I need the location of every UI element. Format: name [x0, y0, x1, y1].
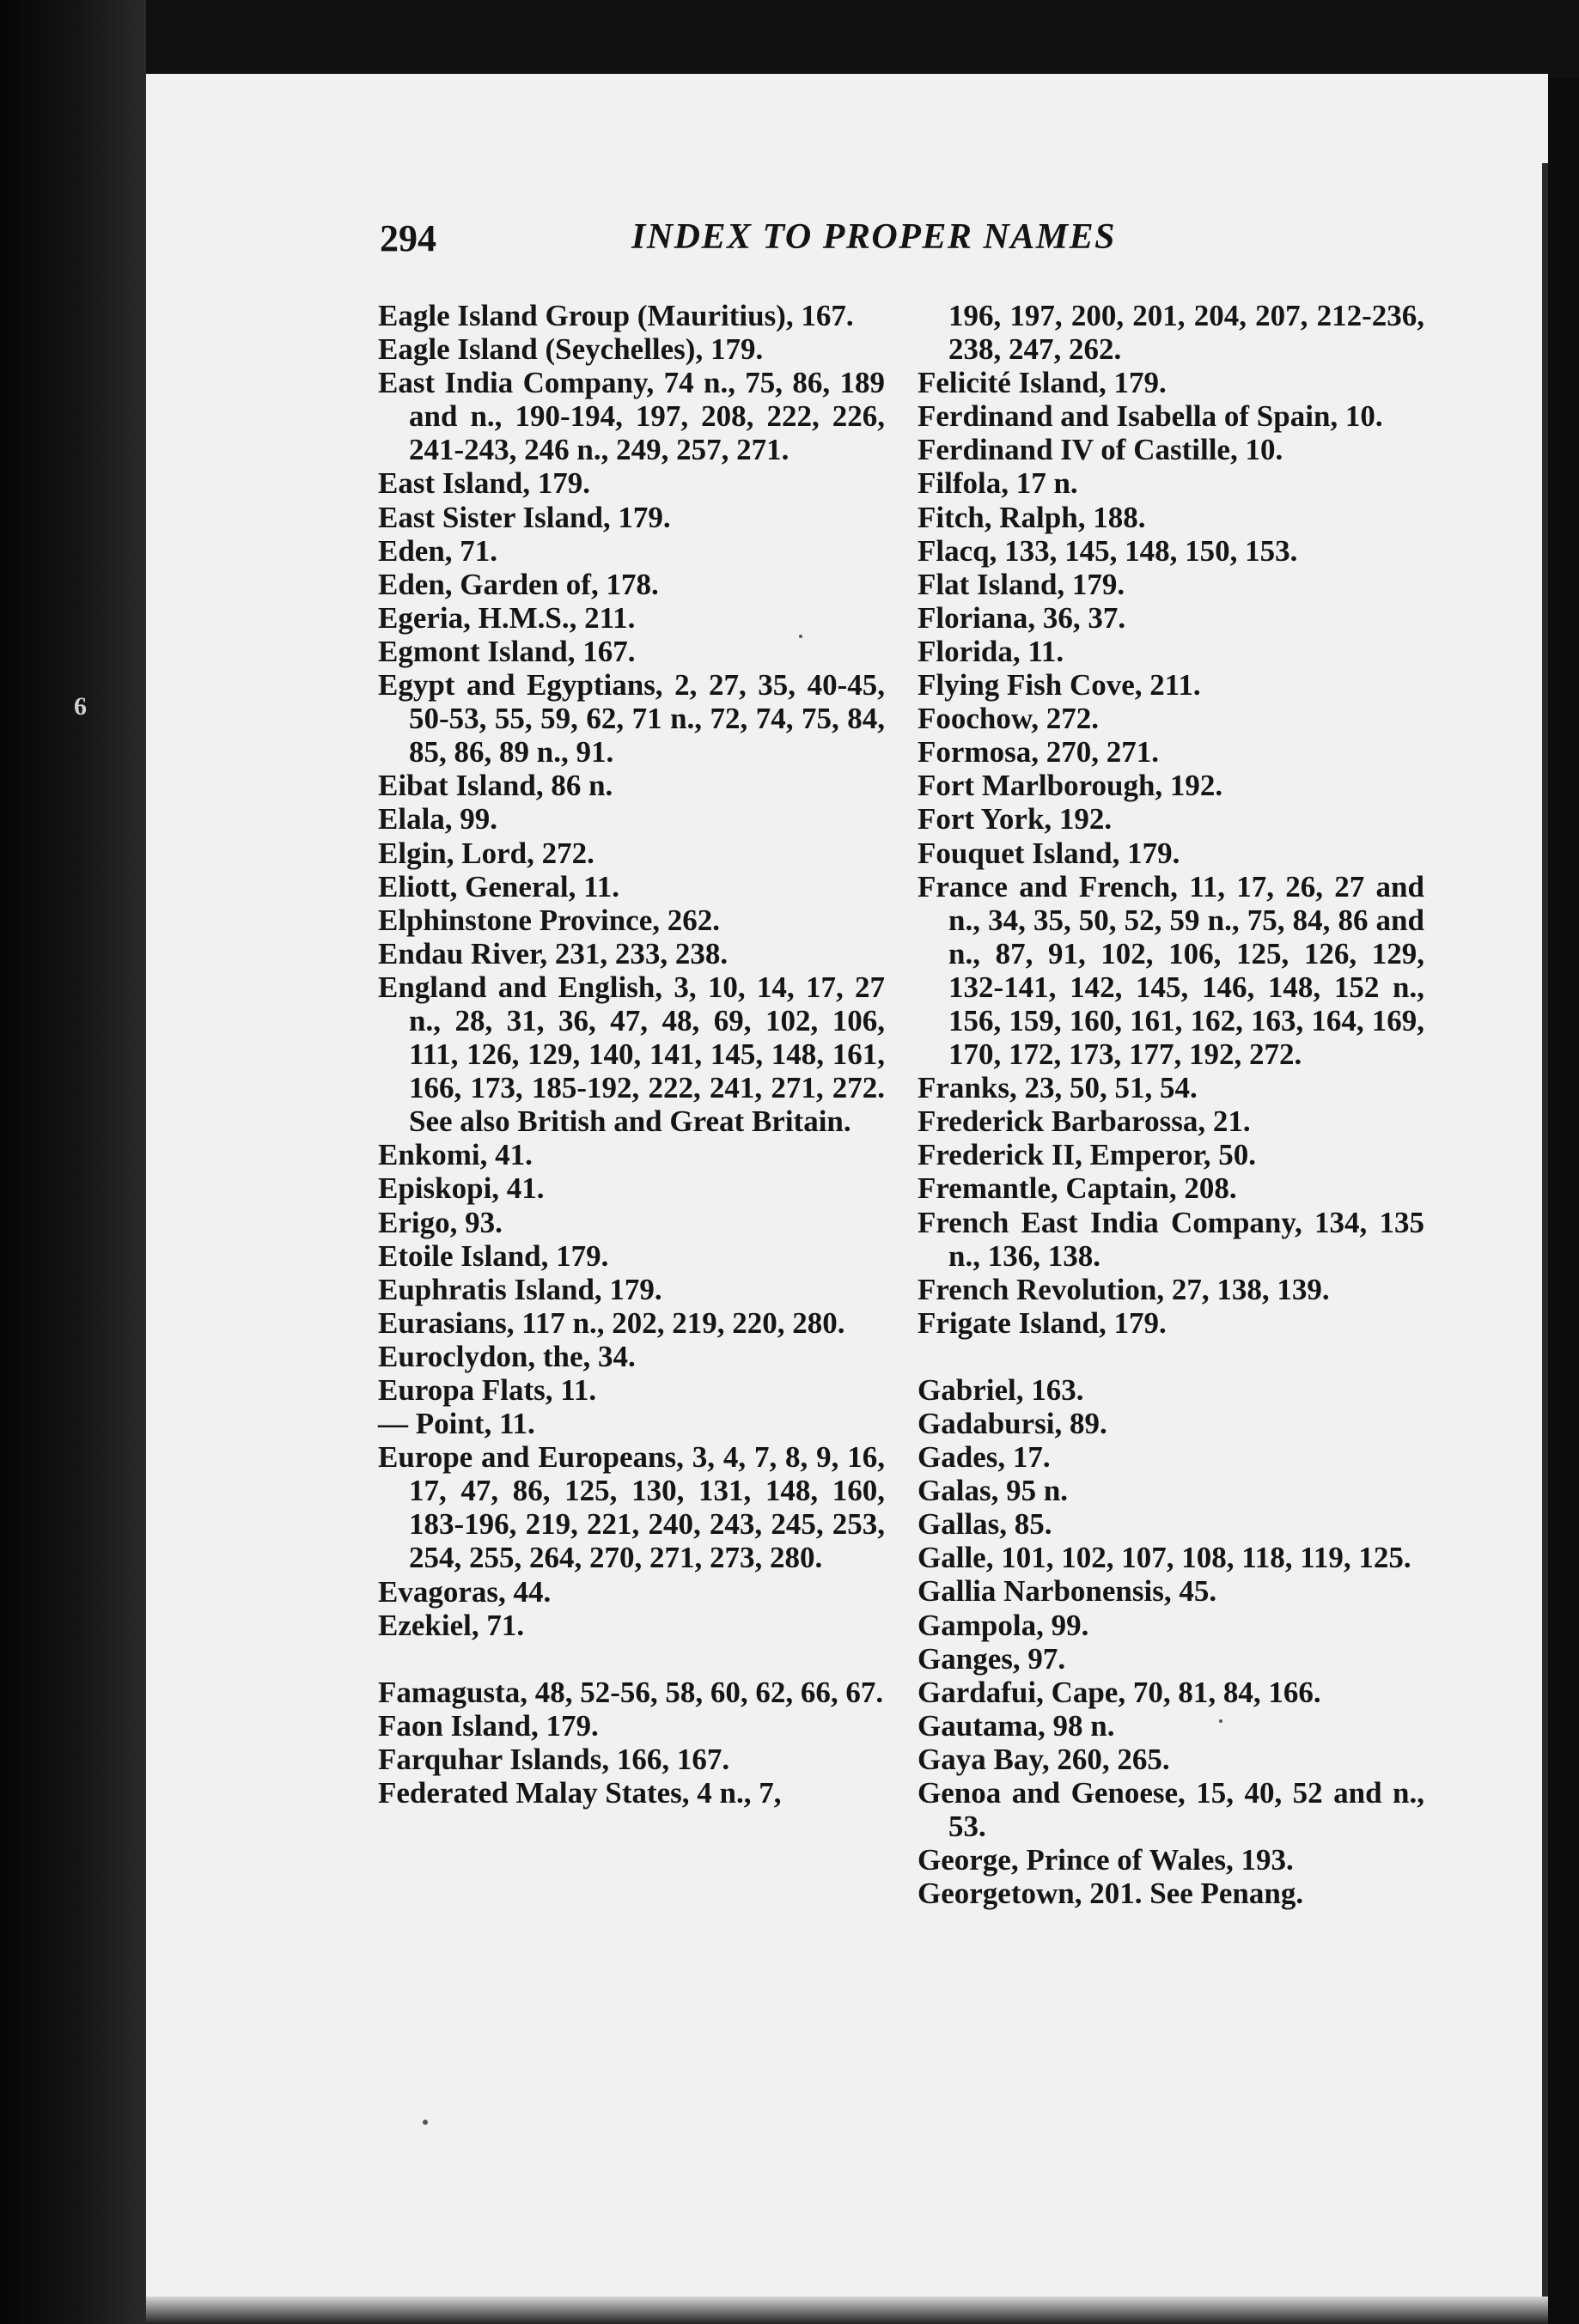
index-column-right [918, 299, 1424, 1910]
index-entry: Euphratis Island, 179. [378, 1272, 662, 1306]
index-entry: Elala, 99. [378, 802, 498, 837]
letter-gap [918, 1340, 1424, 1373]
index-column-left [378, 299, 885, 1810]
index-entry: Frederick Barbarossa, 21. [918, 1104, 1251, 1139]
index-entry: Eden, Garden of, 178. [378, 567, 659, 601]
index-entry: East Island, 179. [378, 466, 591, 501]
index-entry: Frederick II, Emperor, 50. [918, 1138, 1257, 1172]
index-entry: Eliott, General, 11. [378, 869, 619, 903]
index-entry: Gades, 17. [918, 1440, 1051, 1475]
page-speck [1219, 1719, 1222, 1723]
index-entry: Foochow, 272. [918, 702, 1099, 736]
index-entry: Formosa, 270, 271. [918, 735, 1159, 770]
index-entry: Flacq, 133, 145, 148, 150, 153. [918, 533, 1298, 568]
index-entry: Europa Flats, 11. [378, 1373, 597, 1407]
index-entry: Gallas, 85. [918, 1507, 1052, 1542]
index-entry: Erigo, 93. [378, 1205, 503, 1239]
index-entry: Elgin, Lord, 272. [378, 836, 594, 870]
index-entry: Euroclydon, the, 34. [378, 1339, 636, 1373]
index-entry: England and English, 3, 10, 14, 17, 27 n., 28, 31, 36, 47, 48, 69, 102, 106, 111, 126, 129, 140, 141, 145, 148, 161, 166, 173, 185-192, 222, 241, 271, 272. See also British and Great Britain. [378, 970, 885, 1139]
index-entry: Egypt and Egyptians, 2, 27, 35, 40-45, 50-53, 55, 59, 62, 71 n., 72, 74, 75, 84, 85, 86, 89 n., 91. [378, 668, 885, 770]
index-entry: Franks, 23, 50, 51, 54. [918, 1071, 1198, 1105]
index-entry: France and French, 11, 17, 26, 27 and n., 34, 35, 50, 52, 59 n., 75, 84, 86 and n., 87, 91, 102, 106, 125, 126, 129, 132-141, 142, 145, 146, 148, 152 n., 156, 159, 160, 161, 162, 163, 164, 169, 170, 172, 173, 177, 192, 272. [918, 869, 1424, 1072]
page-number: 294 [380, 217, 436, 259]
index-entry: Flat Island, 179. [918, 567, 1125, 601]
index-entry: Elphinstone Province, 262. [378, 903, 721, 937]
index-entry: Fremantle, Captain, 208. [918, 1171, 1237, 1206]
index-entry: Gautama, 98 n. [918, 1708, 1115, 1743]
index-entry: Europe and Europeans, 3, 4, 7, 8, 9, 16, 17, 47, 86, 125, 130, 131, 148, 160, 183-196, 219, 221, 240, 243, 245, 253, 254, 255, 264, 270, 271, 273, 280. [378, 1440, 885, 1575]
scan-right-border [1548, 77, 1579, 2324]
index-entry: Felicité Island, 179. [918, 366, 1167, 400]
index-entry: Gardafui, Cape, 70, 81, 84, 166. [918, 1675, 1321, 1709]
index-entry: Eden, 71. [378, 533, 498, 568]
index-entry: Fort York, 192. [918, 802, 1113, 837]
index-entry: Ezekiel, 71. [378, 1608, 525, 1642]
index-entry: Eurasians, 117 n., 202, 219, 220, 280. [378, 1305, 845, 1340]
page-speck [799, 635, 802, 638]
index-entry: Federated Malay States, 4 n., 7, [378, 1776, 782, 1810]
index-entry: Faon Island, 179. [378, 1708, 599, 1743]
index-entry: George, Prince of Wales, 193. [918, 1843, 1294, 1877]
index-entry: Frigate Island, 179. [918, 1305, 1167, 1340]
index-entry: Fitch, Ralph, 188. [918, 500, 1146, 534]
index-entry: Eibat Island, 86 n. [378, 769, 613, 803]
index-entry: Farquhar Islands, 166, 167. [378, 1742, 730, 1776]
index-entry: Evagoras, 44. [378, 1574, 552, 1609]
index-entry: Enkomi, 41. [378, 1138, 533, 1172]
index-entry: Galle, 101, 102, 107, 108, 118, 119, 125. [918, 1541, 1411, 1575]
index-entry: Gallia Narbonensis, 45. [918, 1574, 1217, 1609]
running-head: INDEX TO PROPER NAMES [631, 217, 1117, 257]
index-entry: 196, 197, 200, 201, 204, 207, 212-236, 238, 247, 262. [948, 299, 1424, 367]
index-entry: East India Company, 74 n., 75, 86, 189 and n., 190-194, 197, 208, 222, 226, 241-243, 246 n., 249, 257, 271. [378, 366, 885, 467]
index-entry: Gampola, 99. [918, 1608, 1089, 1642]
index-entry: Flying Fish Cove, 211. [918, 668, 1201, 703]
index-entry: Galas, 95 n. [918, 1474, 1069, 1508]
margin-mark: 6 [74, 692, 87, 721]
index-entry: East Sister Island, 179. [378, 500, 671, 534]
scan-left-border [0, 0, 146, 2324]
page-speck [423, 2120, 428, 2125]
index-entry: Ferdinand IV of Castille, 10. [918, 433, 1283, 467]
index-entry: Egeria, H.M.S., 211. [378, 600, 636, 635]
index-entry: Gadabursi, 89. [918, 1407, 1107, 1440]
index-entry: Fouquet Island, 179. [918, 836, 1180, 870]
index-entry: Genoa and Genoese, 15, 40, 52 and n., 53. [918, 1776, 1424, 1844]
scan-bottom-border [146, 2297, 1548, 2324]
index-entry: Endau River, 231, 233, 238. [378, 936, 729, 970]
index-entry: Famagusta, 48, 52-56, 58, 60, 62, 66, 67. [378, 1675, 884, 1709]
index-entry: Eagle Island (Seychelles), 179. [378, 332, 764, 367]
index-entry: Eagle Island Group (Mauritius), 167. [378, 299, 854, 332]
index-entry: — Point, 11. [378, 1407, 535, 1441]
index-entry: Gabriel, 163. [918, 1372, 1084, 1407]
index-entry: Ganges, 97. [918, 1641, 1066, 1676]
index-entry: Floriana, 36, 37. [918, 600, 1126, 635]
index-entry: Filfola, 17 n. [918, 466, 1078, 501]
index-entry: Fort Marlborough, 192. [918, 769, 1223, 803]
index-entry: Florida, 11. [918, 634, 1064, 668]
index-entry: French Revolution, 27, 138, 139. [918, 1272, 1330, 1306]
index-entry: Etoile Island, 179. [378, 1238, 609, 1273]
index-entry: Episkopi, 41. [378, 1171, 545, 1206]
index-entry: French East India Company, 134, 135 n., 136, 138. [918, 1205, 1424, 1273]
index-entry: Gaya Bay, 260, 265. [918, 1742, 1170, 1776]
letter-gap [378, 1642, 885, 1676]
index-entry: Ferdinand and Isabella of Spain, 10. [918, 399, 1383, 434]
index-entry: Egmont Island, 167. [378, 634, 636, 668]
index-entry: Georgetown, 201. See Penang. [918, 1877, 1304, 1911]
